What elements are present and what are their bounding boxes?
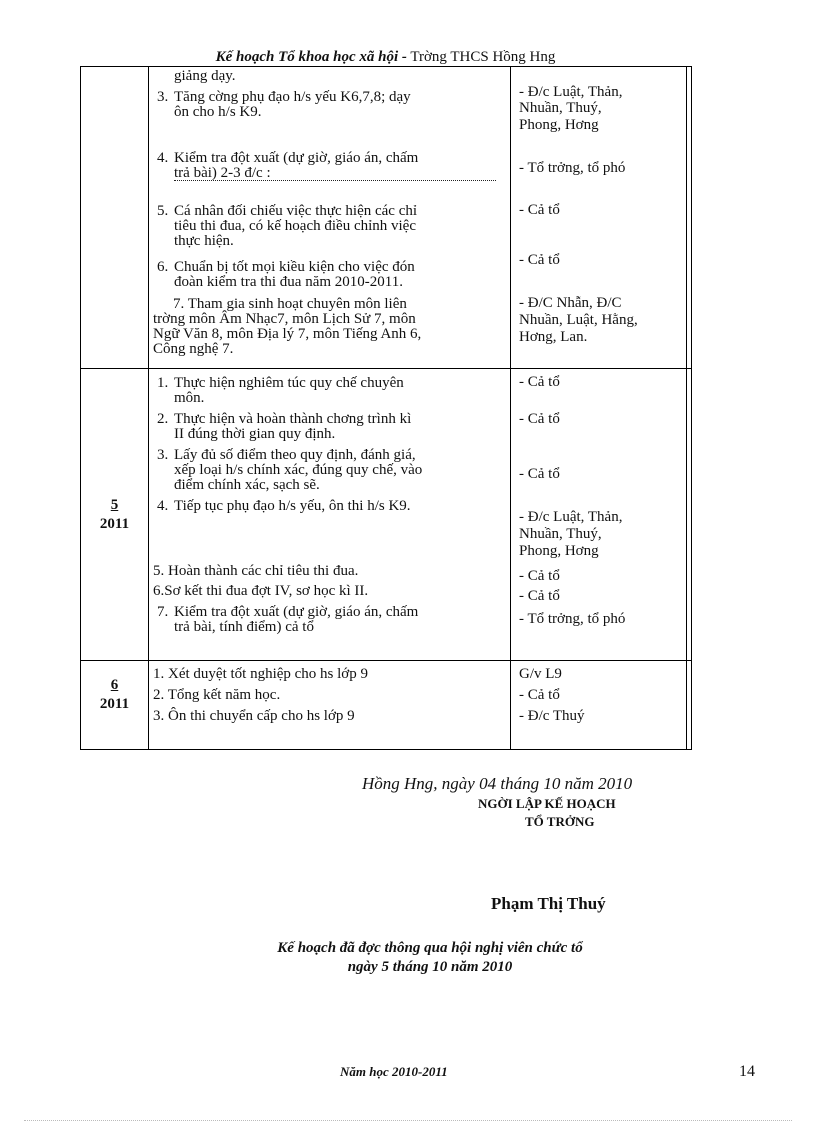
month-year: 2011: [99, 696, 130, 712]
header-title-italic: Kế hoạch Tổ khoa học xã hội -: [215, 49, 407, 65]
signer-name: Phạm Thị Thuý: [491, 894, 606, 913]
task-number: 2.: [157, 411, 169, 427]
person-text: G/v L9: [519, 666, 562, 682]
person-text: - Đ/c Luật, Thản,: [519, 509, 623, 525]
task-cell: [149, 369, 511, 661]
page-header: [80, 48, 691, 67]
task-text: 7. Tham gia sinh hoạt chuyên môn liên: [173, 296, 407, 312]
bottom-divider: [24, 1120, 792, 1121]
person-text: Hơng, Lan.: [519, 329, 588, 345]
task-text: 6.Sơ kết thi đua đợt IV, sơ học kì II.: [153, 583, 369, 599]
task-text: trả bài) 2-3 đ/c :: [174, 165, 271, 181]
person-text: Phong, Hơng: [519, 117, 599, 133]
table-row-block-3: [81, 661, 692, 750]
task-text: xếp loại h/s chính xác, đúng quy chế, vào: [174, 462, 423, 478]
person-text: - Cả tổ: [519, 568, 560, 584]
person-text: - Đ/C Nhẫn, Đ/C: [519, 295, 622, 311]
task-text: Lấy đủ số điểm theo quy định, đánh giá,: [174, 447, 416, 463]
person-text: - Tổ trởng, tổ phó: [519, 160, 626, 176]
task-text: Công nghệ 7.: [153, 341, 234, 357]
task-text: môn.: [174, 390, 205, 406]
task-text: Tăng cờng phụ đạo h/s yếu K6,7,8; dạy: [174, 89, 411, 105]
task-text: Ngữ Văn 8, môn Địa lý 7, môn Tiếng Anh 6,: [153, 326, 422, 342]
month-cell-empty: [81, 67, 149, 369]
task-text: II đúng thời gian quy định.: [174, 426, 336, 442]
task-number: 1.: [157, 375, 169, 391]
task-text: tiêu thi đua, có kế hoạch điều chỉnh việc: [174, 218, 416, 234]
person-text: - Cả tổ: [519, 202, 560, 218]
task-text: giảng dạy.: [174, 68, 236, 84]
person-text: - Tổ trởng, tổ phó: [519, 611, 626, 627]
dotted-fill-line: [174, 179, 496, 181]
person-text: - Đ/c Thuý: [519, 708, 585, 724]
role-title: NGỜI LẬP KẾ HOẠCH: [478, 796, 616, 811]
plan-table: [80, 66, 692, 750]
task-text: 2. Tổng kết năm học.: [153, 687, 281, 703]
task-text: Chuẩn bị tốt mọi kiều kiện cho việc đón: [174, 259, 415, 275]
note-cell: [687, 67, 692, 369]
task-text: trả bài, tính điểm) cả tổ: [174, 619, 314, 635]
task-text: điểm chính xác, sạch sẽ.: [174, 477, 320, 493]
task-number: 4.: [157, 150, 169, 166]
task-text: Kiểm tra đột xuất (dự giờ, giáo án, chấm: [174, 604, 419, 620]
task-text: Thực hiện nghiêm túc quy chế chuyên: [174, 375, 404, 391]
task-number: 6.: [157, 259, 169, 275]
month-number: 5: [110, 496, 119, 513]
task-text: thực hiện.: [174, 233, 234, 249]
person-text: - Cả tổ: [519, 687, 560, 703]
task-text: Cá nhân đối chiếu việc thực hiện các chỉ: [174, 203, 418, 219]
person-text: - Cả tổ: [519, 466, 560, 482]
person-text: - Cả tổ: [519, 588, 560, 604]
task-text: Tiếp tục phụ đạo h/s yếu, ôn thi h/s K9.: [174, 498, 411, 514]
note-cell: [687, 369, 692, 661]
task-text: Thực hiện và hoàn thành chơng trình kì: [174, 411, 412, 427]
month-number: 6: [110, 677, 119, 693]
footer-school-year: Năm học 2010-2011: [340, 1064, 448, 1079]
task-cell: [149, 661, 511, 750]
table-row-block-1: [81, 67, 692, 369]
task-cell: [149, 67, 511, 369]
person-text: Nhuần, Luật, Hằng,: [519, 312, 638, 328]
person-text: Phong, Hơng: [519, 543, 599, 559]
person-text: Nhuần, Thuý,: [519, 100, 602, 116]
month-year: 2011: [99, 515, 130, 532]
month-cell: [81, 369, 149, 661]
page-number: 14: [739, 1063, 755, 1080]
person-cell: [511, 369, 687, 661]
person-text: - Cả tổ: [519, 411, 560, 427]
place-date: Hồng Hng, ngày 04 tháng 10 năm 2010: [362, 774, 633, 793]
task-number: 4.: [157, 498, 169, 514]
task-text: 3. Ôn thi chuyển cấp cho hs lớp 9: [153, 708, 355, 724]
header-title-school: Trờng THCS Hồng Hng: [406, 49, 556, 65]
approval-note: Kế hoạch đã đợc thông qua hội nghị viên chức tổ: [277, 940, 583, 956]
role-subtitle: TỔ TRỞNG: [525, 814, 595, 829]
task-text: trờng môn Âm Nhạc7, môn Lịch Sử 7, môn: [153, 311, 416, 327]
task-text: đoàn kiểm tra thi đua năm 2010-2011.: [174, 274, 403, 290]
task-text: 1. Xét duyệt tốt nghiệp cho hs lớp 9: [153, 666, 368, 682]
task-text: ôn cho h/s K9.: [174, 104, 262, 120]
task-number: 7.: [157, 604, 169, 620]
person-text: - Cả tổ: [519, 252, 560, 268]
person-text: - Đ/c Luật, Thản,: [519, 84, 623, 100]
person-cell: [511, 661, 687, 750]
task-number: 3.: [157, 447, 169, 463]
task-number: 5.: [157, 203, 169, 219]
person-text: - Cả tổ: [519, 374, 560, 390]
task-text: 5. Hoàn thành các chỉ tiêu thi đua.: [153, 563, 359, 579]
task-text: Kiểm tra đột xuất (dự giờ, giáo án, chấm: [174, 150, 419, 166]
note-cell: [687, 661, 692, 750]
table-row-block-2: [81, 369, 692, 661]
task-number: 3.: [157, 89, 169, 105]
person-text: Nhuần, Thuý,: [519, 526, 602, 542]
approval-date: ngày 5 tháng 10 năm 2010: [347, 959, 513, 975]
month-cell: [81, 661, 149, 750]
person-cell: [511, 67, 687, 369]
